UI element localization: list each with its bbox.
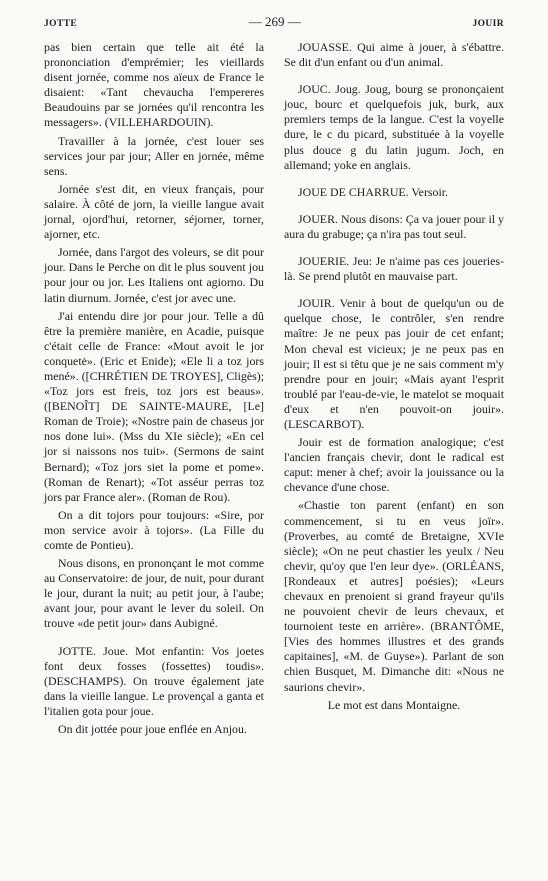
entry-jouerie: JOUERIE. Jeu: Je n'aime pas ces joueries-là. Se prend plutôt en mauvaise part.	[284, 254, 504, 284]
page-header	[44, 14, 504, 36]
entry-jouc: JOUC. Joug. Joug, bourg se prononçaient jouc, bourc et quelquefois juk, burk, aux premiers temps de la langue. C'est la voyelle dure, le c du picard, substituée à la voyelle plus douce g du latin jugum. Joch, en allemand; yoke en anglais.	[284, 82, 504, 172]
entry-joue-de-charrue: JOUE DE CHARRUE. Versoir.	[298, 184, 449, 199]
left-column	[44, 40, 264, 737]
paragraph-jor: J'ai entendu dire jor pour jour. Telle a dû être la première manière, en Acadie, puisque c'était celle de France: «Mout avoit le jor conquetė». (Eric et Enide); «Ele li a toz jors mené». ([CHRÉTIEN DE TROYES], Cligès); «Toz jors est freis, toz jors est beaus». ([BENOÎT] DE SAINTE-MAURE, [Le] Roman de Troie); «Nostre pain de chaseus jor nos done lui». (Mss du XIe siècle); «En cel jor si naissons nos tuit». (Sermons de saint Bernard); «Toz jors siet la pome et pome». (Roman de Renart); «Tot asséur perras toz jors par France aler». (Roman de Rou).	[44, 308, 264, 504]
paragraph-jouir-citations: «Chastie ton parent (enfant) en son commencement, si tu en veus joïr». (Proverbes, au comté de Bretaigne, XVIe siècle); «On ne peut chastier les yeulx / Neu chevir, qu'oy que l'en leur dye». (ORLÉANS, [Rondeaux et autres] poésies); «Leurs chevaux en prenoient si grand frayeur qu'ils ne pouvoient chevir de leurs chevaux, et tournoient teste en arrière». (BRANTÔME, [Vies des hommes illustres et des grands capitaines], «M. de Guyse»). Parlant de son chien Busquet, M. Dimanche dit: «Nous ne saurions chevir».	[284, 498, 504, 694]
two-column-body	[44, 40, 504, 737]
page-number: — 269 —	[248, 14, 301, 29]
paragraph-travailler: Travailler à la jornée, c'est louer ses services jour par jour; Aller en jornée, même sens.	[44, 133, 264, 178]
paragraph-jornee-argot: Jornée, dans l'argot des voleurs, se dit pour jour. Dans le Perche on dit le plus souvent jou pour jour ou jor. Les Italiens ont agiorno. Du latin diurnum. Jornée, c'est jor avec une.	[44, 245, 264, 305]
running-head-left: JOTTE	[44, 19, 78, 29]
right-column	[284, 40, 504, 737]
entry-jouer: JOUER. Nous disons: Ça va jouer pour il y aura du grabuge; ça n'ira pas tout seul.	[284, 211, 504, 241]
paragraph-de-jour: Nous disons, en prononçant le mot comme au Conservatoire: de jour, de nuit, pour durant le jour, durant la nuit; au petit jour, à l'aube; avant jour, pour avant le lever du soleil. On trouve «de petit jour» dans Aubigné.	[44, 556, 264, 631]
paragraph-jottee: On dit jottée pour joue enflée en Anjou.	[58, 722, 247, 737]
entry-jouir: JOUIR. Venir à bout de quelqu'un ou de quelque chose, le contrôler, s'en rendre maître: Je ne peux pas jouir de cet enfant; Mon cheval est vicieux; je ne peux pas en jouir; Il est si têtu que je ne sais comment m'y prendre pour en jouir; «Mais ayant l'esprit troublé par l'eau-de-vie, le matelot se moquait d'eux et n'en pouvoit-on jouir». (LESCARBOT).	[284, 296, 504, 431]
paragraph-jouir-formation: Jouir est de formation analogique; c'est l'ancien français chevir, dont le radical est caput: mener à chef; avoir la jouissance ou la chevance d'une chose.	[284, 435, 504, 495]
entry-jouasse: JOUASSE. Qui aime à jouer, à s'ébattre. Se dit d'un enfant ou d'un animal.	[284, 40, 504, 70]
paragraph-jornee-salaire: Jornée s'est dit, en vieux français, pour salaire. À côté de jorn, la vieille langue avait jornal, ojord'hui, retorner, séjorner, torner, ajorner, etc.	[44, 181, 264, 242]
entry-jotte: JOTTE. Joue. Mot enfantin: Vos joetes font deux fosses (fossettes) toudis». (DESCHAMPS). On trouve également jate dans la vieille langue. Le provençal a ganta et l'italien gota pour joue.	[44, 643, 264, 718]
paragraph-montaigne: Le mot est dans Montaigne.	[327, 697, 461, 712]
paragraph-tojors: On a dit tojors pour toujours: «Sire, por mon service avoir à tojors». (La Fille du comte de Pontieu).	[44, 507, 264, 552]
running-head-right: JOUIR	[472, 19, 504, 29]
continued-paragraph: pas bien certain que telle ait été la prononciation d'emprémier; les vieillards disent jornée, comme nos aïeux de France le disaient: «Tant chevaucha l'empereres Beaudouins par se jornées qu'il rencontra les messagers». (VILLEHARDOUIN).	[44, 40, 264, 130]
